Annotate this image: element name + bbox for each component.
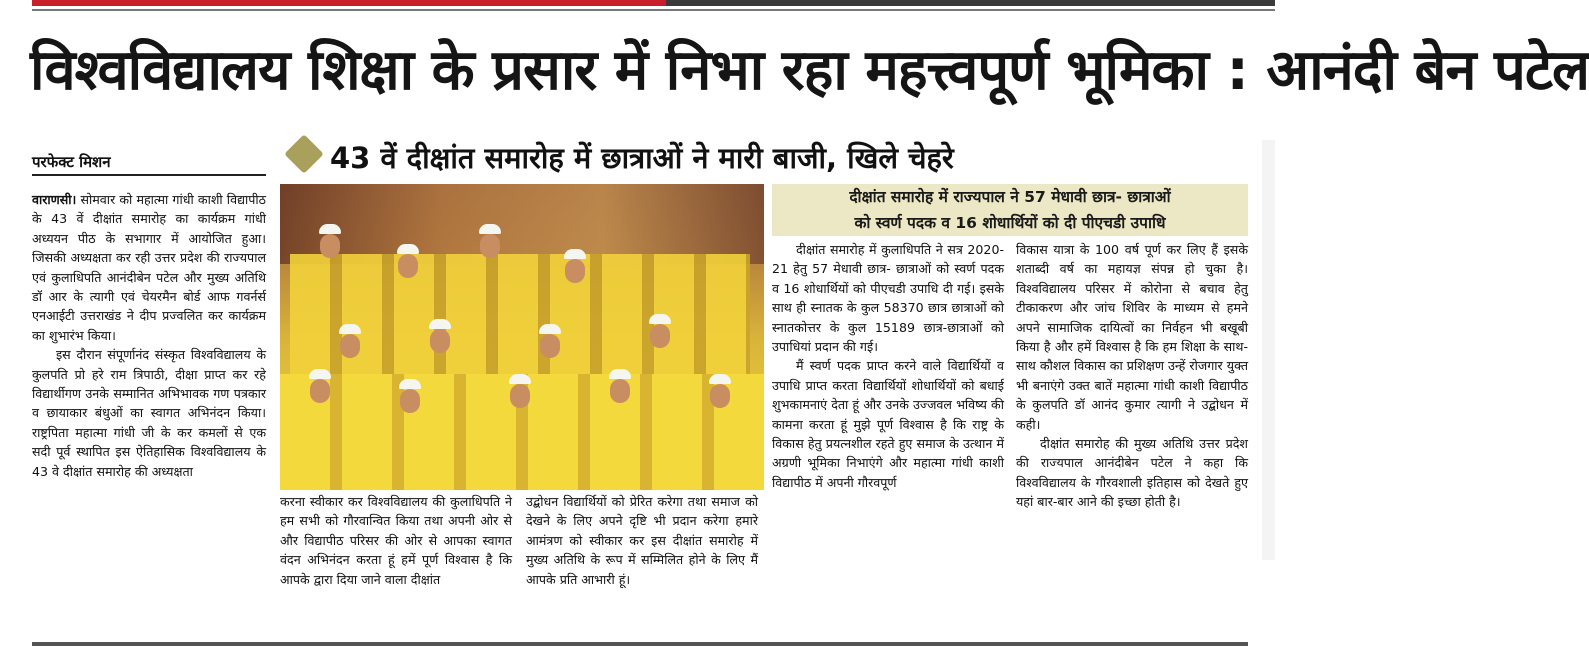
photo-face [610,379,630,403]
photo-back-row [290,254,750,374]
photo-cap [649,314,671,324]
photo-face [400,389,420,413]
photo-face [650,324,670,348]
deck-highlight-box [772,184,1248,236]
headline: विश्वविद्यालय शिक्षा के प्रसार में निभा रहा महत्त्वपूर्ण भूमिका : आनंदी बेन पटेल [30,38,1589,103]
convocation-photo [280,184,764,490]
deck-line-2: को स्वर्ण पदक व 16 शोधार्थियों को दी पीएचडी उपाधि [854,214,1166,232]
photo-face [510,384,530,408]
adjacent-page-edge [1262,140,1275,560]
bottom-rule [32,642,1248,646]
subheadline: 43 वें दीक्षांत समारोह में छात्राओं ने मारी बाजी, खिले चेहरे [330,141,954,175]
photo-cap [339,324,361,334]
top-rule [32,0,1275,6]
photo-cap [319,224,341,234]
column-1-paragraph-2: इस दौरान संपूर्णानंद संस्कृत विश्वविद्यालय के कुलपति प्रो हरे राम त्रिपाठी, दीक्षा प्राप्त कर रहे विद्यार्थीगण उनके सम्मानित अभिभावक गण पत्रकार व छायाकार बंधुओं का स्वागत अभिनंदन किया। राष्ट्रपिता महात्मा गांधी जी के कर कमलों से एक सदी पूर्व स्थापित इस ऐतिहासिक विश्वविद्यालय के 43 वे दीक्षांत समारोह की अध्यक्षता [32,347,266,479]
photo-face [430,329,450,353]
photo-cap [609,369,631,379]
photo-cap [539,324,561,334]
photo-face [540,334,560,358]
photo-face [340,334,360,358]
diamond-bullet-icon [284,134,324,174]
dateline: वाराणसी। [32,192,77,207]
column-4-paragraph-2: मैं स्वर्ण पदक प्राप्त करने वाले विद्यार्थियों व उपाधि प्राप्त करता विद्यार्थियों शोधार्थियों को बधाई शुभकामनाएं देता हूं और उनके उज्जवल भविष्य की कामना करता हूं मुझे पूर्ण विश्वास है कि राष्ट्र के विकास हेतु प्रयत्नशील रहते हुए समाज के उत्थान में अग्रणी भूमिका निभाएंगे और महात्मा गांधी काशी विद्यापीठ में अपनी गौरवपूर्ण [772,358,1004,490]
photo-face [398,254,418,278]
photo-cap [399,379,421,389]
column-1-text-1: सोमवार को महात्मा गांधी काशी विद्यापीठ के 43 वें दीक्षांत समारोह का कार्यक्रम गांधी अध्ययन पीठ के सभागार में आयोजित हुआ। जिसकी अध्यक्षता कर रही उत्तर प्रदेश की राज्यपाल एवं कुलाधिपति आनंदीबेन पटेल और मुख्य अतिथि डॉ आर के त्यागी एवं चेयरमैन बोर्ड आफ गवर्नर्स एनआईटी उत्तराखंड ने दीप प्रज्वलित कर कार्यक्रम का शुभारंभ किया। [32,192,266,343]
article-column-2: करना स्वीकार कर विश्वविद्यालय की कुलाधिपति ने हम सभी को गौरवान्वित किया तथा अपनी ओर से और विद्यापीठ परिसर की ओर से आपका स्वागत वंदन अभिनंदन करता हूं हमें पूर्ण विश्वास है कि आपके द्वारा दिया जाने वाला दीक्षांत [280,494,512,587]
photo-backdrop [280,184,764,264]
column-4-paragraph-1: दीक्षांत समारोह में कुलाधिपति ने सत्र 2020- 21 हेतु 57 मेधावी छात्र- छात्राओं को स्वर्ण पदक व 16 शोधार्थियों को पीएचडी उपाधि दी गई। इसके साथ ही स्नातक के कुल 58370 छात्र छात्राओं को स्नातकोत्तर के कुल 15189 छात्र-छात्राओं को उपाधियां प्रदान की गई। [772,242,1004,355]
photo-face [320,234,340,258]
top-rule-thin [32,9,1275,11]
article-column-1 [32,190,266,632]
photo-cap [709,374,731,384]
photo-face [565,259,585,283]
article-column-3: उद्बोधन विद्यार्थियों को प्रेरित करेगा तथा समाज को देखने के लिए अपने दृष्टि भी प्रदान करेगा हमारे आमंत्रण को स्वीकार कर इस दीक्षांत समारोह में मुख्य अतिथि के रूप में सम्मिलित होने के लिए मैं आपके प्रति आभारी हूं। [526,494,758,587]
column-5-paragraph-2: दीक्षांत समारोह की मुख्य अतिथि उत्तर प्रदेश की राज्यपाल आनंदीबेन पटेल ने कहा कि विश्वविद्यालय के गौरवशाली इतिहास को देखते हुए यहां बार-बार आने की इच्छा होती है। [1016,436,1248,510]
photo-cap [564,249,586,259]
photo-cap [397,244,419,254]
article-column-4 [772,240,1004,632]
photo-face [310,379,330,403]
top-rule-accent [32,0,666,6]
photo-face [710,384,730,408]
article-column-5 [1016,240,1248,632]
photo-cap [509,374,531,384]
column-1-paragraph-1 [32,190,266,345]
photo-face [480,234,500,258]
deck-line-1: दीक्षांत समारोह में राज्यपाल ने 57 मेधावी छात्र- छात्राओं [849,188,1171,206]
photo-cap [309,369,331,379]
photo-cap [429,319,451,329]
byline: परफेक्ट मिशन [32,150,266,176]
photo-cap [479,224,501,234]
column-5-paragraph-1: विकास यात्रा के 100 वर्ष पूर्ण कर लिए हैं इसके शताब्दी वर्ष का महायज्ञ संपन्न हो चुका है। विश्वविद्यालय परिसर में कोरोना से बचाव हेतु टीकाकरण और जांच शिविर के माध्यम से हमने अपने सामाजिक दायित्वों का निर्वहन भी बखूबी किया है और हमें विश्वास है कि हम शिक्षा के साथ-साथ कौशल विकास का प्रशिक्षण उन्हें रोजगार युक्त भी बनाएंगे उक्त बातें महात्मा गांधी काशी विद्यापीठ के कुलपति डॉ आनंद कुमार त्यागी ने उद्बोधन में कही। [1016,242,1248,432]
